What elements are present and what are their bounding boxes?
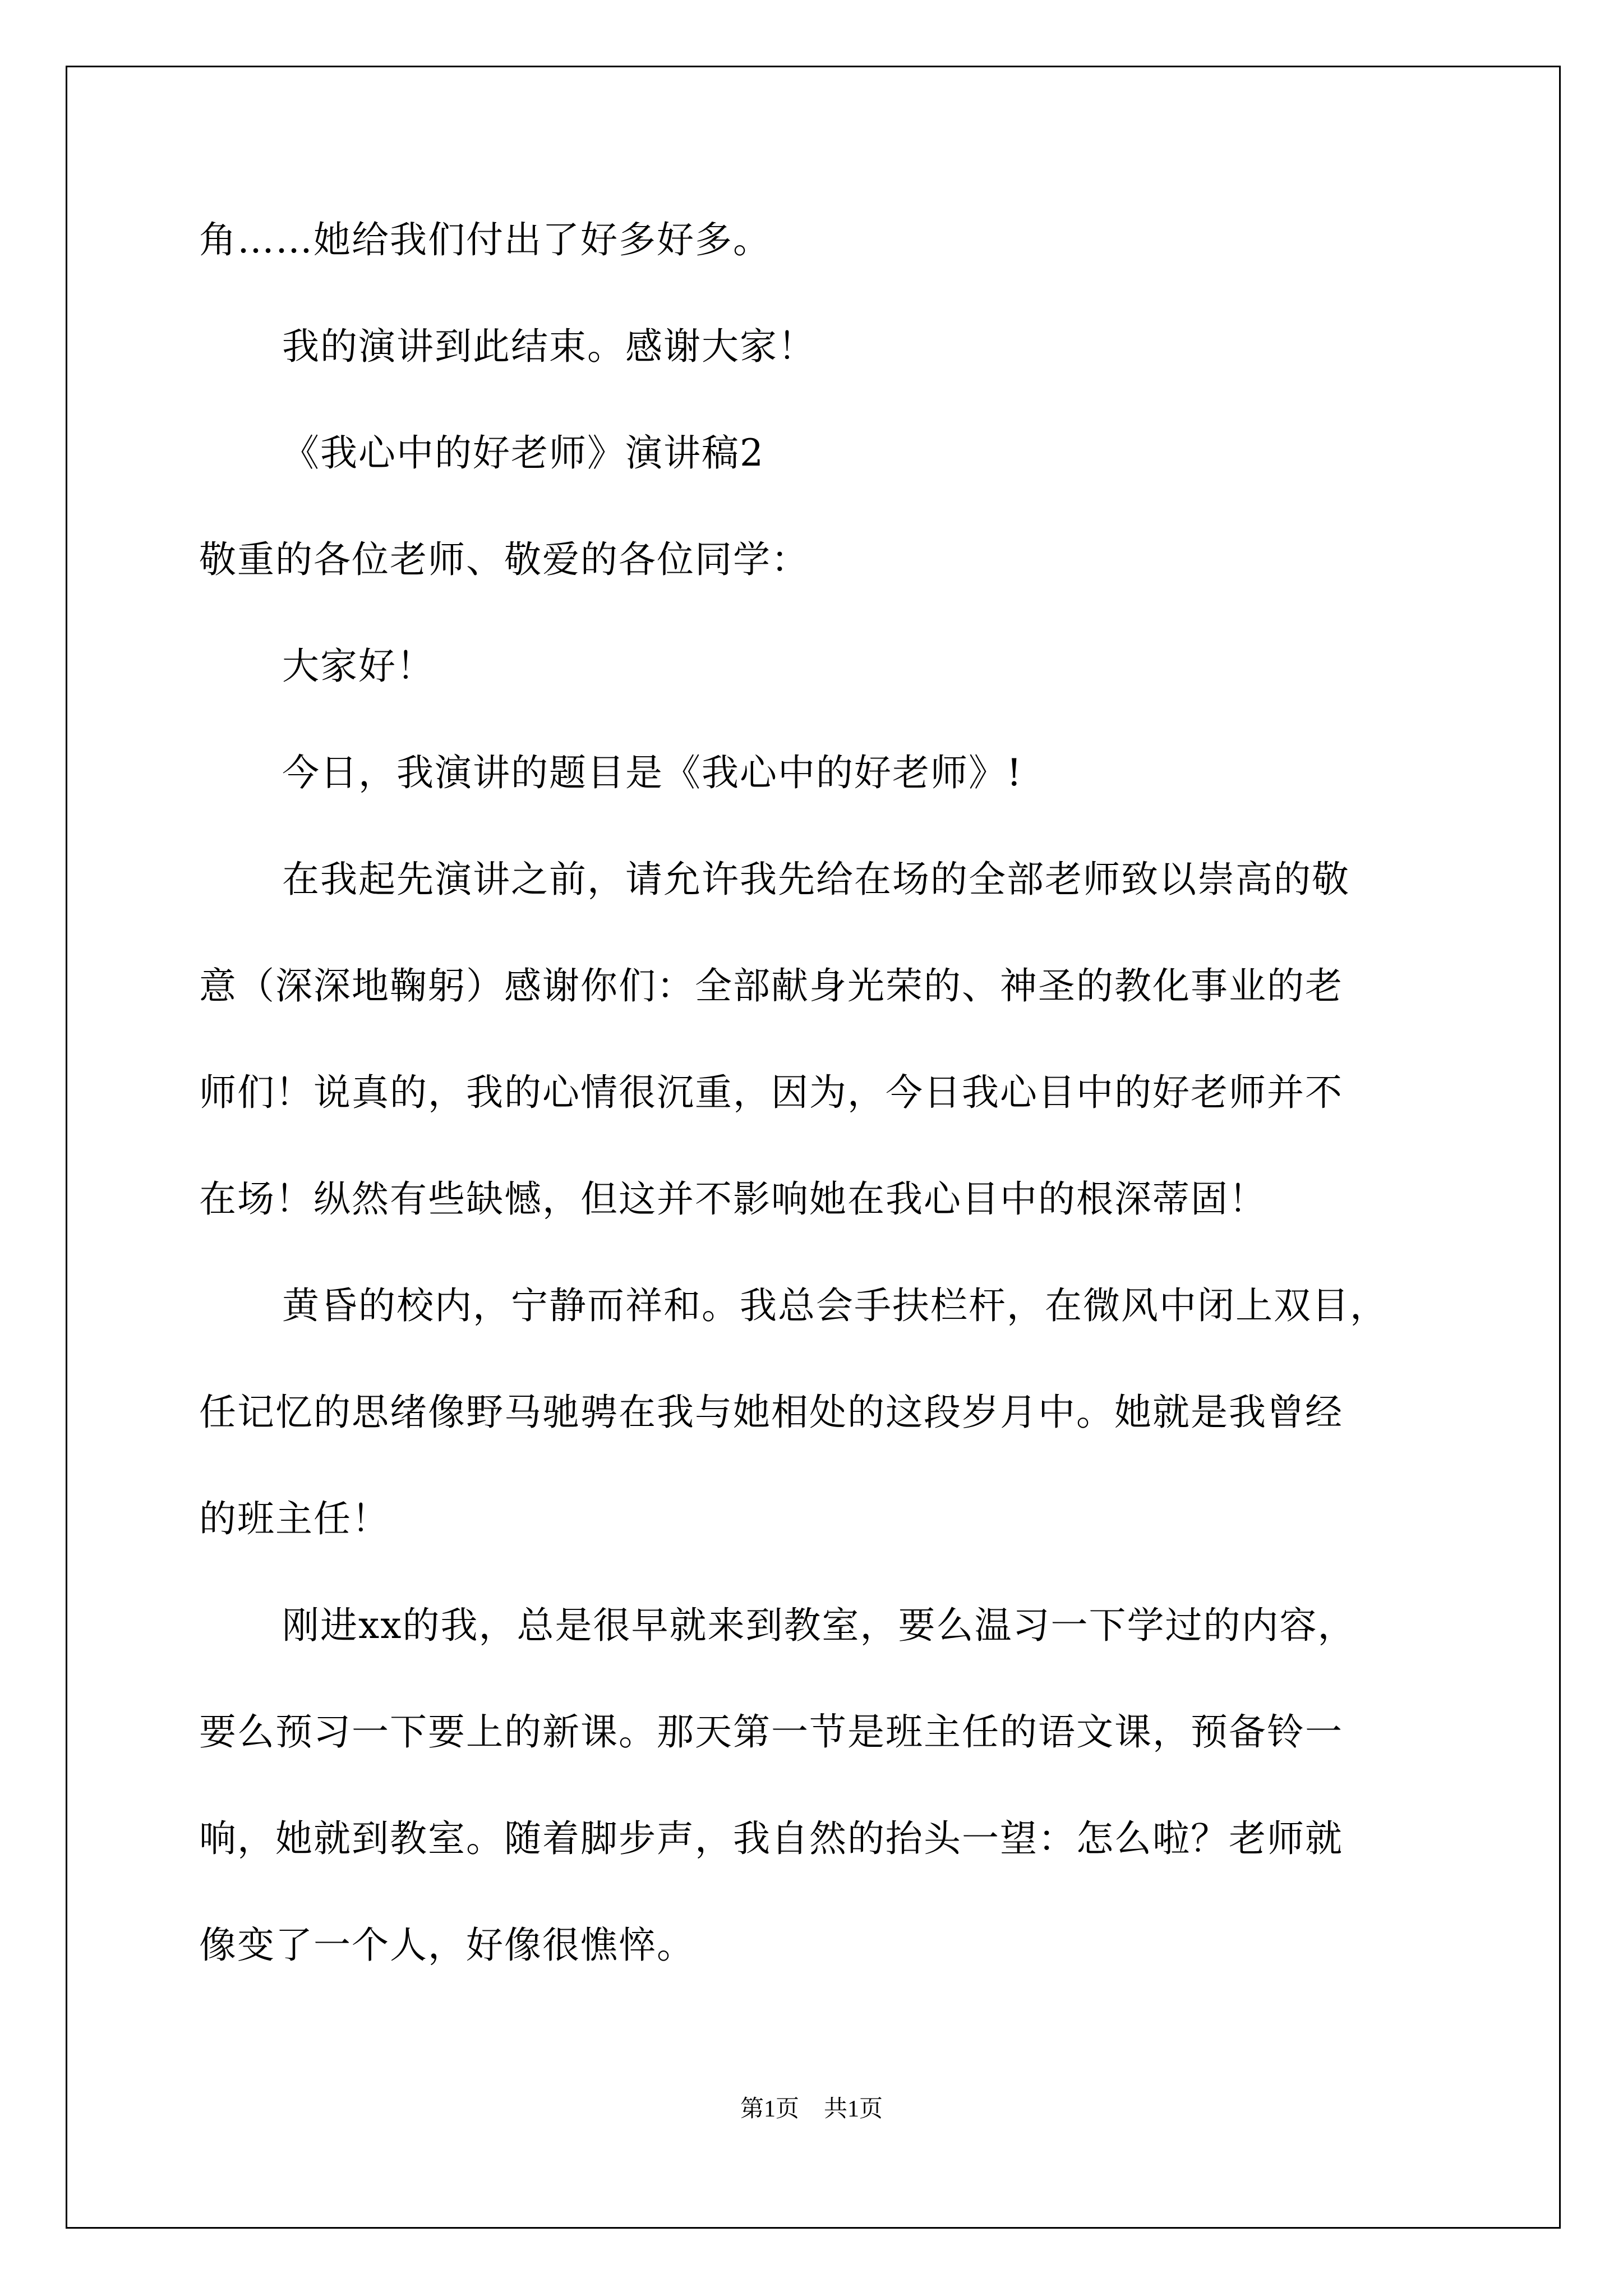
paragraph-line: 像变了一个人，好像很憔悴。 <box>199 1924 695 1967</box>
speech-title: 《我心中的好老师》演讲稿2 <box>282 431 764 475</box>
paragraph-line: 在场！纵然有些缺憾，但这并不影响她在我心目中的根深蒂固！ <box>199 1177 1267 1221</box>
page-footer <box>0 2092 1623 2126</box>
paragraph-line: 响，她就到教室。随着脚步声，我自然的抬头一望：怎么啦？老师就 <box>199 1817 1343 1860</box>
paragraph-line: 任记忆的思绪像野马驰骋在我与她相处的这段岁月中。她就是我曾经 <box>199 1391 1343 1434</box>
paragraph-line: 意（深深地鞠躬）感谢你们：全部献身光荣的、神圣的教化事业的老 <box>199 964 1343 1007</box>
salutation: 敬重的各位老师、敬爱的各位同学： <box>199 538 809 581</box>
page-total: 共1页 <box>824 2096 883 2122</box>
paragraph-continuation: 角……她给我们付出了好多好多。 <box>199 218 771 261</box>
paragraph-line: 要么预习一下要上的新课。那天第一节是班主任的语文课，预备铃一 <box>199 1710 1343 1754</box>
paragraph-line: 刚进xx的我，总是很早就来到教室，要么温习一下学过的内容， <box>282 1604 1356 1647</box>
closing-sentence: 我的演讲到此结束。感谢大家！ <box>282 325 816 368</box>
paragraph-line: 在我起先演讲之前，请允许我先给在场的全部老师致以崇高的敬 <box>282 858 1350 901</box>
topic-sentence: 今日，我演讲的题目是《我心中的好老师》! <box>282 751 1023 794</box>
paragraph-line: 师们！说真的，我的心情很沉重，因为，今日我心目中的好老师并不 <box>199 1071 1343 1114</box>
document-body <box>199 213 1422 2025</box>
greeting: 大家好！ <box>282 645 435 688</box>
paragraph-line: 黄昏的校内，宁静而祥和。我总会手扶栏杆，在微风中闭上双目， <box>282 1284 1388 1327</box>
paragraph-line: 的班主任！ <box>199 1497 390 1540</box>
page-number: 第1页 <box>740 2096 799 2122</box>
